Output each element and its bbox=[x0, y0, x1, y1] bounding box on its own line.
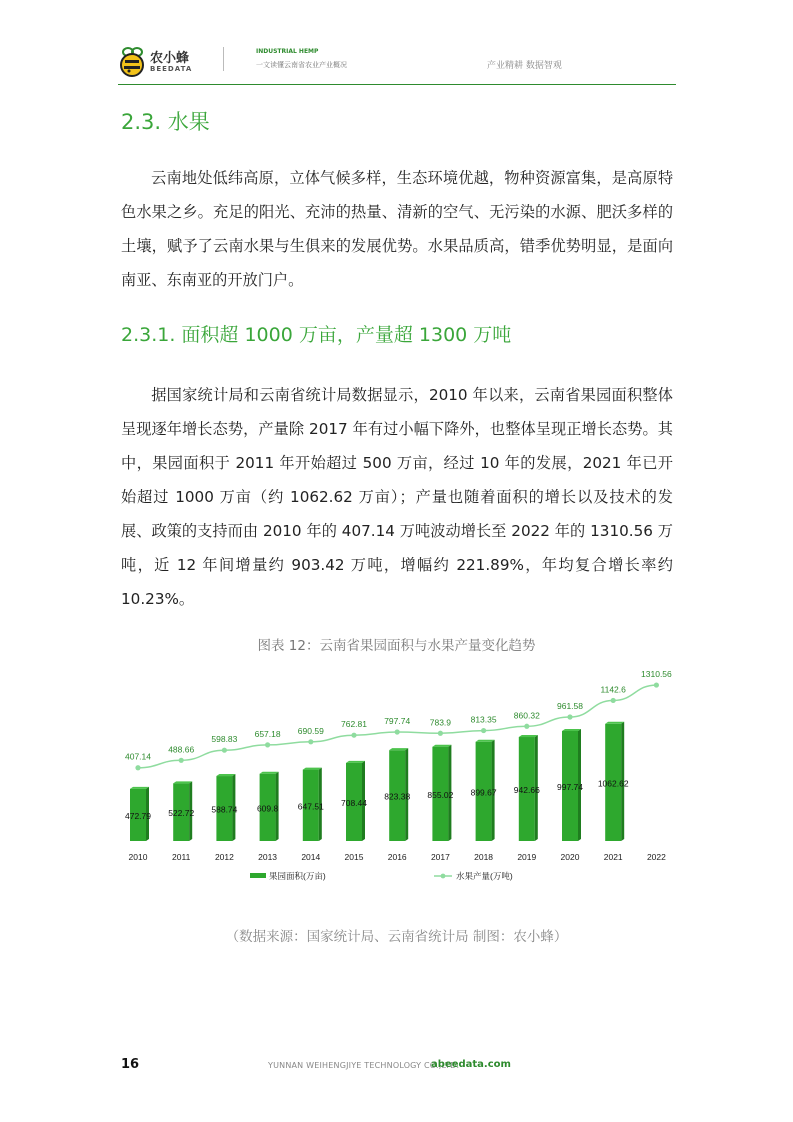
figure-caption: 图表 12：云南省果园面积与水果产量变化趋势 bbox=[257, 638, 536, 654]
body-text: 据国家统计局和云南省统计局数据显示，2010 年以来，云南省果园面积整体呈现逐年增长态势，产量除 2017 年有过小幅下降外，也整体呈现正增长态势。其中，果园面积于 2011 年开始超过 500 万亩，经过 10 年的发展，2021 年已开始超过 1000 万亩（约 1062.62 万亩）；产量也随着面积的增长以及技术的发展、政策的支持而由 2010 年的 407.14 万吨波动增长至 2022 年的 1310.56 万吨，近 12 年间增量约 903.42 万吨，增幅约 221.89%，年均复合增长率约 10.23%。 bbox=[121, 386, 673, 608]
x-tick-label: 2011 bbox=[172, 852, 191, 862]
logo-english-name: BEEDATA bbox=[150, 65, 193, 73]
footer-company: YUNNAN WEIHENGJIYE TECHNOLOGY CO.,LTD. bbox=[268, 1061, 460, 1070]
area-data-label: 1062.62 bbox=[597, 778, 629, 789]
area-bar-top bbox=[562, 729, 581, 731]
intro-paragraph bbox=[121, 161, 673, 297]
area-data-label: 588.74 bbox=[211, 804, 238, 815]
intro-text: 云南地处低纬高原，立体气候多样，生态环境优越，物种资源富集，是高原特色水果之乡。充足的阳光、充沛的热量、清新的空气、无污染的水源、肥沃多样的土壤，赋予了云南水果与生俱来的发展优势。水果品质高，错季优势明显，是面向南亚、东南亚的开放门户。 bbox=[121, 169, 673, 289]
area-bar-top bbox=[476, 740, 495, 742]
area-data-label: 942.66 bbox=[513, 785, 540, 796]
x-tick-label: 2022 bbox=[646, 852, 666, 862]
area-data-label: 899.67 bbox=[470, 787, 497, 798]
x-tick-label: 2020 bbox=[560, 852, 580, 862]
production-data-label: 797.74 bbox=[384, 716, 411, 727]
production-point bbox=[308, 739, 313, 744]
area-data-label: 647.51 bbox=[297, 801, 324, 812]
production-data-label: 657.18 bbox=[254, 728, 281, 739]
production-data-label: 407.14 bbox=[125, 751, 151, 762]
production-point bbox=[481, 728, 486, 733]
production-point bbox=[265, 742, 270, 747]
production-point bbox=[222, 748, 227, 753]
area-bar-top bbox=[173, 781, 192, 783]
production-data-label: 1142.6 bbox=[600, 684, 626, 695]
production-point bbox=[567, 714, 572, 719]
production-point bbox=[438, 731, 443, 736]
production-data-label: 598.83 bbox=[211, 734, 238, 745]
production-data-label: 813.35 bbox=[470, 714, 497, 725]
x-tick-label: 2013 bbox=[258, 852, 278, 862]
production-data-label: 1310.56 bbox=[641, 669, 672, 680]
x-tick-label: 2010 bbox=[128, 852, 148, 862]
legend-area-label: 果园面积(万亩) bbox=[269, 871, 326, 881]
area-data-label: 855.02 bbox=[427, 789, 454, 800]
area-bar-top bbox=[130, 787, 149, 789]
subsection-heading: 2.3.1. 面积超 1000 万亩，产量超 1300 万吨 bbox=[121, 324, 512, 346]
production-point bbox=[654, 682, 659, 687]
production-data-label: 762.81 bbox=[341, 719, 367, 730]
legend-production-marker bbox=[441, 874, 446, 879]
header-slogan: 产业精耕 数据智观 bbox=[487, 61, 562, 71]
bee-icon bbox=[119, 46, 149, 78]
page-header bbox=[0, 0, 793, 90]
area-bar-top bbox=[605, 722, 624, 724]
header-divider bbox=[223, 47, 224, 71]
area-bar-top bbox=[303, 768, 322, 770]
x-tick-label: 2017 bbox=[430, 852, 450, 862]
production-point bbox=[524, 724, 529, 729]
footer-url[interactable]: abeedata.com bbox=[431, 1059, 511, 1070]
orchard-area-production-chart bbox=[100, 669, 693, 890]
production-point bbox=[351, 733, 356, 738]
area-bar-top bbox=[389, 748, 408, 750]
x-tick-label: 2014 bbox=[301, 852, 321, 862]
production-point bbox=[135, 765, 140, 770]
brand-logo bbox=[119, 46, 209, 80]
area-data-label: 609.8 bbox=[256, 803, 279, 814]
area-bar-top bbox=[346, 761, 365, 763]
area-data-label: 522.72 bbox=[168, 808, 195, 819]
section-heading: 2.3. 水果 bbox=[121, 110, 210, 134]
x-tick-label: 2021 bbox=[603, 852, 623, 862]
body-paragraph bbox=[121, 378, 673, 616]
production-point bbox=[179, 758, 184, 763]
production-data-label: 860.32 bbox=[513, 710, 540, 721]
legend-area-swatch bbox=[250, 873, 266, 878]
production-data-label: 783.9 bbox=[429, 717, 452, 728]
header-rule bbox=[118, 84, 676, 85]
report-chinese-title: 一文读懂云南省农业产业概况 bbox=[256, 61, 347, 69]
production-data-label: 961.58 bbox=[557, 701, 583, 712]
x-tick-label: 2016 bbox=[387, 852, 407, 862]
production-point bbox=[395, 729, 400, 734]
logo-chinese-name: 农小蜂 bbox=[150, 51, 190, 66]
area-data-label: 708.44 bbox=[341, 797, 367, 808]
area-data-label: 823.38 bbox=[384, 791, 411, 802]
area-data-label: 472.79 bbox=[125, 810, 151, 821]
area-bar-top bbox=[432, 745, 451, 747]
production-data-label: 690.59 bbox=[297, 725, 324, 736]
report-english-title: INDUSTRIAL HEMP bbox=[256, 48, 319, 55]
legend-production-label: 水果产量(万吨) bbox=[456, 871, 513, 881]
x-tick-label: 2012 bbox=[214, 852, 234, 862]
figure-source: （数据来源：国家统计局、云南省统计局 制图：农小蜂） bbox=[225, 929, 568, 945]
production-data-label: 488.66 bbox=[168, 744, 195, 755]
x-tick-label: 2019 bbox=[517, 852, 537, 862]
production-point bbox=[611, 698, 616, 703]
area-bar-top bbox=[519, 735, 538, 737]
area-bar-top bbox=[260, 772, 279, 774]
area-bar-top bbox=[216, 774, 235, 776]
x-tick-label: 2018 bbox=[474, 852, 494, 862]
x-tick-label: 2015 bbox=[344, 852, 364, 862]
page-number: 16 bbox=[121, 1057, 140, 1072]
area-data-label: 997.74 bbox=[557, 781, 583, 792]
